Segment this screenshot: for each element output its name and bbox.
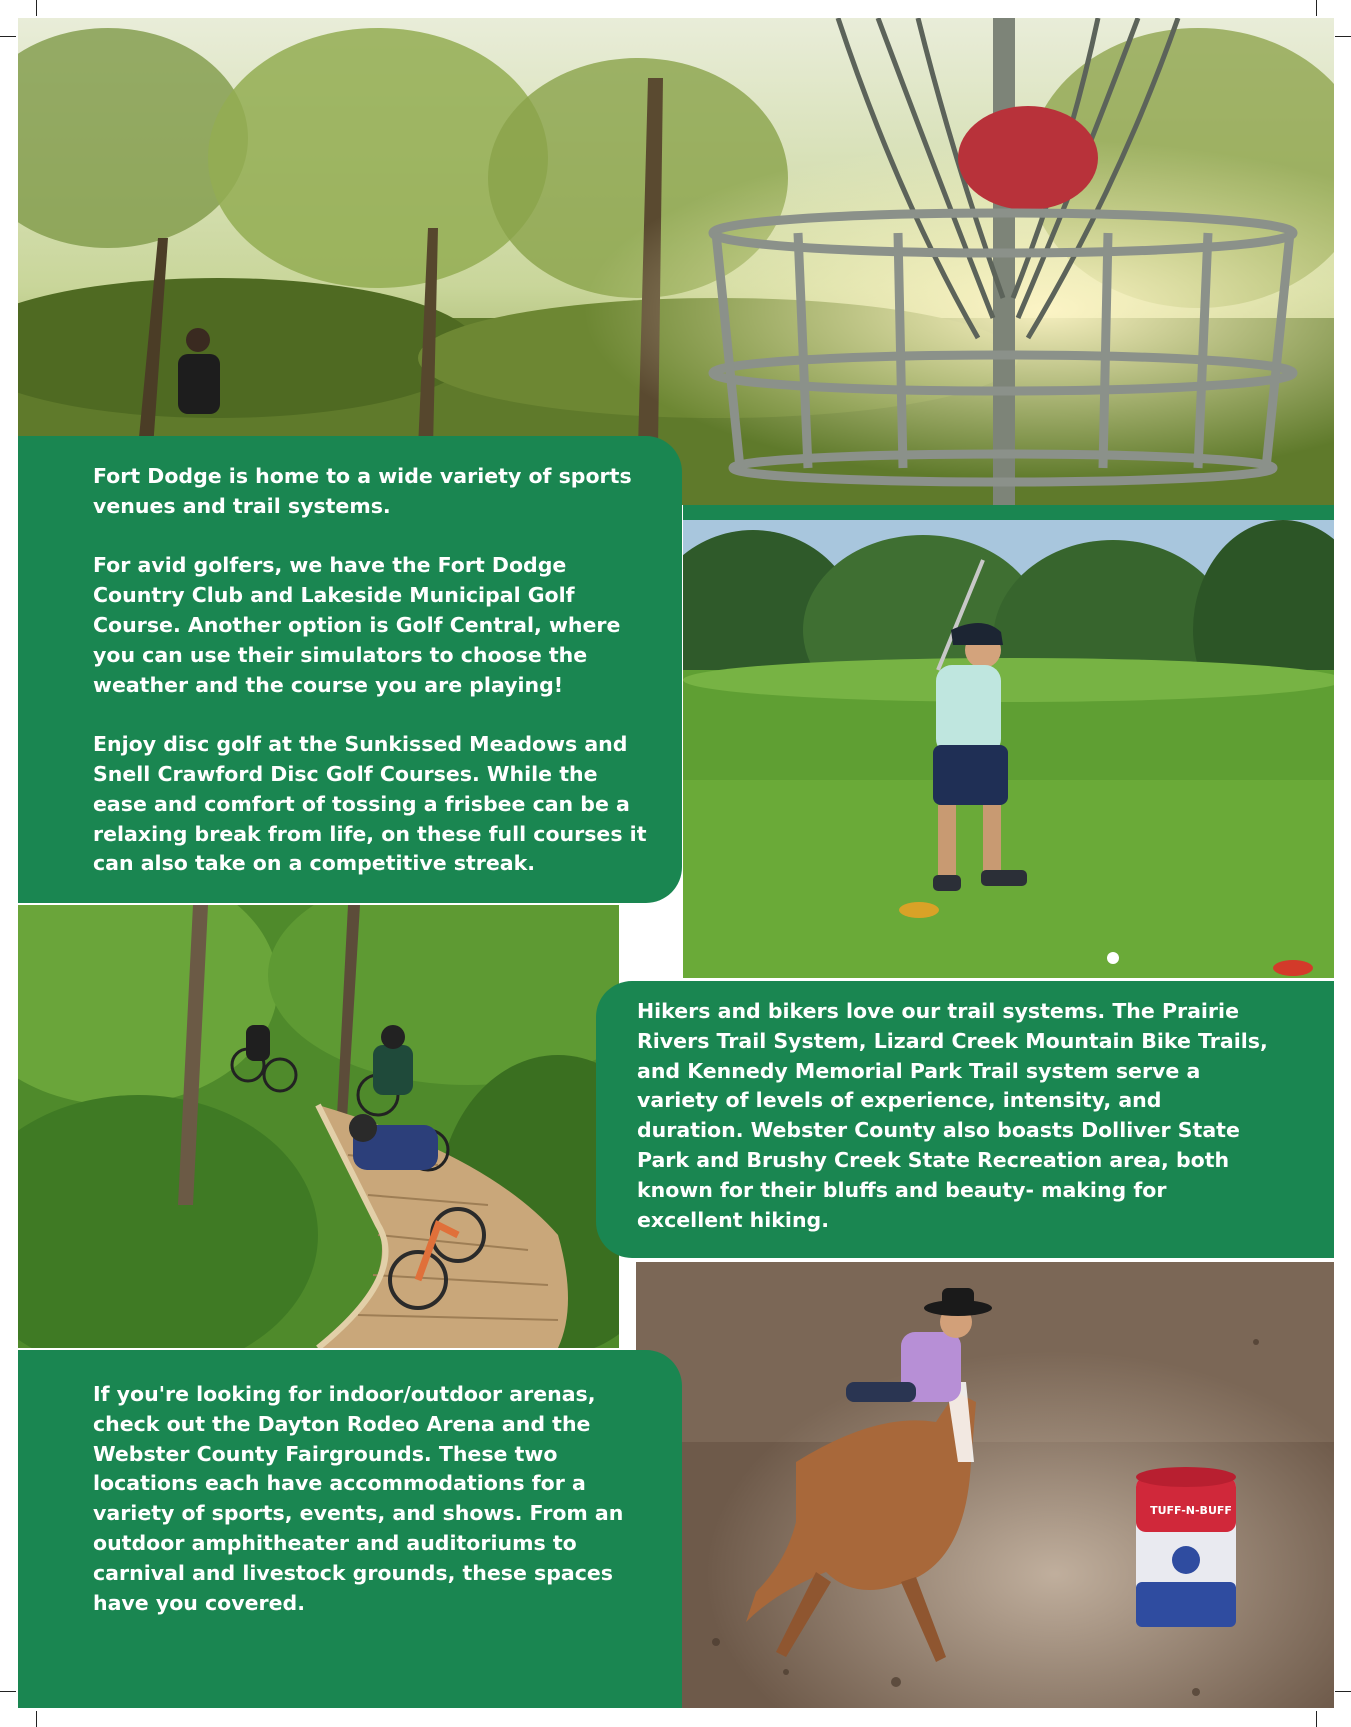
golfer-swing-icon	[683, 520, 1334, 978]
disc-golf-paragraph: Enjoy disc golf at the Sunkissed Meadows and Snell Crawford Disc Golf Courses. While the ease and comfort of tossing a frisbee can be a relaxing break from life, on these full courses it can also take on a competitive streak.	[93, 732, 647, 876]
text-panel-arenas	[18, 1350, 682, 1708]
crop-mark-bottom-left-h	[0, 1691, 16, 1692]
crop-mark-bottom-right	[1316, 1711, 1317, 1727]
green-divider-strip	[683, 505, 1334, 520]
barrel-racing-icon	[636, 1262, 1334, 1708]
mountain-bikers-photo	[18, 905, 619, 1348]
disc-golf-basket-icon	[18, 18, 1334, 505]
crop-mark-top-right-h	[1335, 36, 1351, 37]
text-panel-golf	[18, 436, 682, 903]
crop-mark-top-left	[36, 0, 37, 16]
crop-mark-bottom-right-h	[1335, 1691, 1351, 1692]
golfer-photo	[683, 520, 1334, 978]
intro-paragraph: Fort Dodge is home to a wide variety of sports venues and trail systems.	[93, 464, 632, 518]
text-panel-trails	[596, 981, 1334, 1258]
crop-mark-top-left-h	[0, 36, 16, 37]
trails-paragraph: Hikers and bikers love our trail systems. The Prairie Rivers Trail System, Lizard Creek Mountain Bike Trails, and Kennedy Memorial Park Trail system serve a variety of levels of experience, intensity, and duration. Webster County also boasts Dolliver State Park and Brushy Creek State Recreation area, both known for their bluffs and beauty- making for excellent hiking.	[637, 999, 1268, 1232]
crop-mark-bottom-left	[36, 1711, 37, 1727]
rodeo-photo	[636, 1262, 1334, 1708]
golf-paragraph: For avid golfers, we have the Fort Dodge Country Club and Lakeside Municipal Golf Course. Another option is Golf Central, where you can use their simulators to choose the weather and the course you are playing!	[93, 553, 621, 697]
mountain-bike-trail-icon	[18, 905, 619, 1348]
disc-golf-photo	[18, 18, 1334, 505]
arenas-paragraph: If you're looking for indoor/outdoor arenas, check out the Dayton Rodeo Arena and the Webster County Fairgrounds. These two locations each have accommodations for a variety of sports, events, and shows. From an outdoor amphitheater and auditoriums to carnival and livestock grounds, these spaces have you covered.	[93, 1382, 624, 1615]
barrel-brand-text: TUFF-N-BUFF	[1150, 1504, 1232, 1517]
crop-mark-top-right	[1316, 0, 1317, 16]
